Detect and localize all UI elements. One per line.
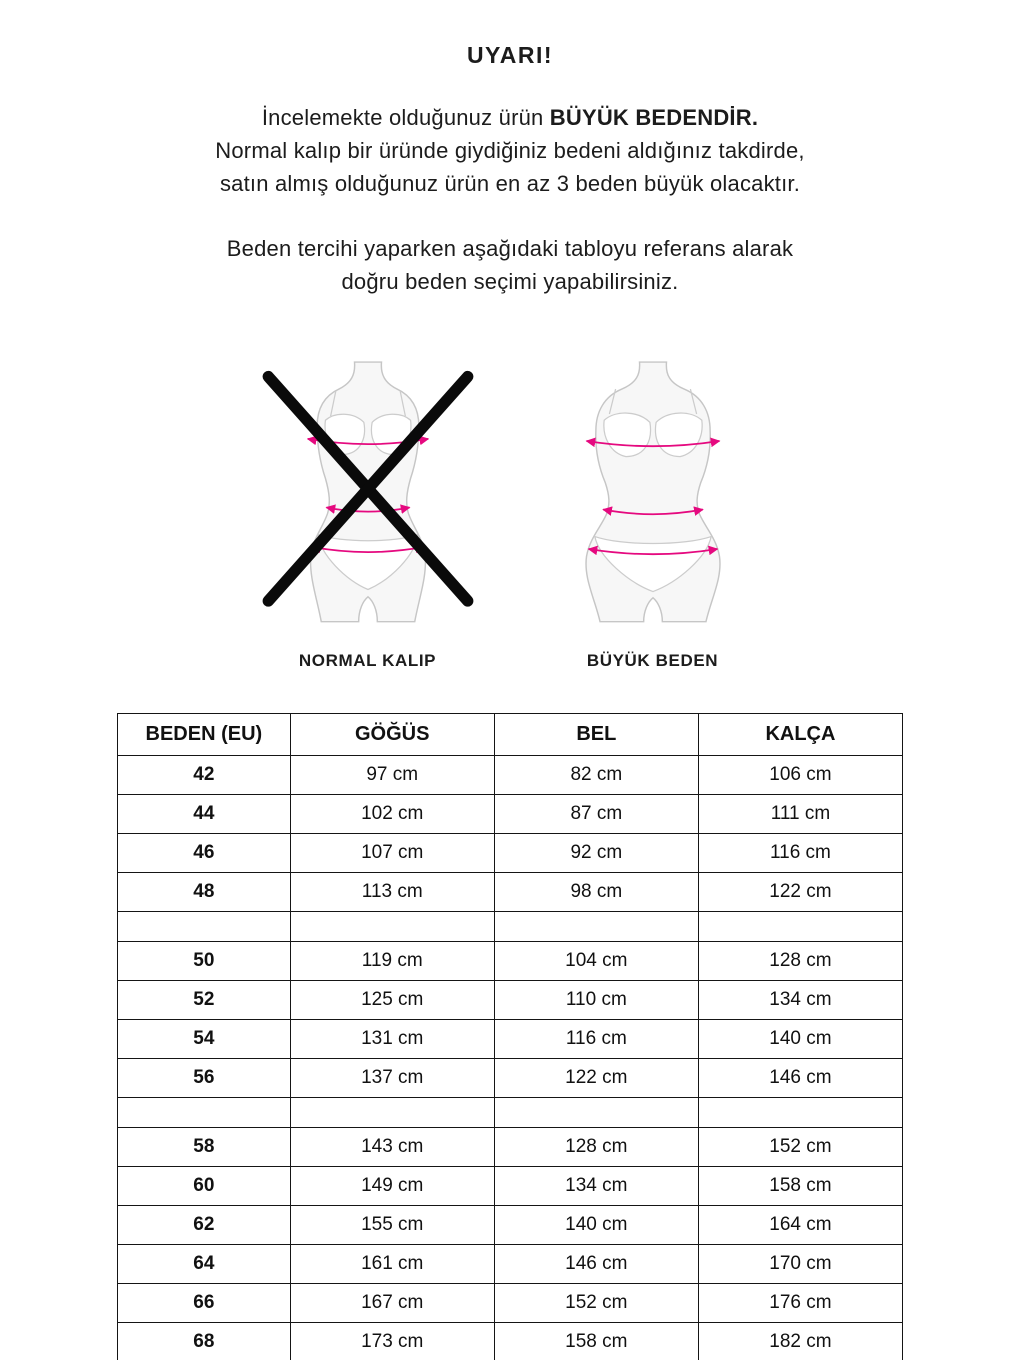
measurement-cell: 137 cm (290, 1059, 494, 1098)
spacer-row (118, 912, 903, 942)
plus-size-figure (535, 360, 771, 630)
measurement-cell: 149 cm (290, 1167, 494, 1206)
size-cell: 68 (118, 1323, 291, 1360)
measurement-cell: 116 cm (698, 834, 902, 873)
size-table (117, 713, 903, 1360)
measurement-cell: 155 cm (290, 1206, 494, 1245)
warning-paragraph (0, 101, 1020, 200)
column-header: BEDEN (EU) (118, 714, 291, 756)
table-row (118, 1020, 903, 1059)
measurement-cell (290, 1098, 494, 1128)
plus-size-block (533, 360, 773, 671)
measurement-cell: 113 cm (290, 873, 494, 912)
measurement-cell: 173 cm (290, 1323, 494, 1360)
measurement-cell: 167 cm (290, 1284, 494, 1323)
table-row (118, 1167, 903, 1206)
measurement-cell: 152 cm (698, 1128, 902, 1167)
table-row (118, 1245, 903, 1284)
measurement-cell: 87 cm (494, 795, 698, 834)
instruction-line-2: doğru beden seçimi yapabilirsiniz. (341, 269, 679, 294)
table-row (118, 1059, 903, 1098)
measurement-cell: 161 cm (290, 1245, 494, 1284)
measurement-cell: 92 cm (494, 834, 698, 873)
size-cell: 42 (118, 756, 291, 795)
table-row (118, 1206, 903, 1245)
measurement-cell: 110 cm (494, 981, 698, 1020)
size-cell: 50 (118, 942, 291, 981)
table-row (118, 981, 903, 1020)
measurement-cell: 102 cm (290, 795, 494, 834)
measurement-cell: 131 cm (290, 1020, 494, 1059)
size-cell: 52 (118, 981, 291, 1020)
measurement-cell: 170 cm (698, 1245, 902, 1284)
instruction-paragraph (0, 232, 1020, 298)
measurement-cell: 119 cm (290, 942, 494, 981)
size-cell: 66 (118, 1284, 291, 1323)
measurement-cell: 98 cm (494, 873, 698, 912)
measurement-cell: 104 cm (494, 942, 698, 981)
table-row (118, 942, 903, 981)
measurement-cell: 122 cm (698, 873, 902, 912)
size-cell: 56 (118, 1059, 291, 1098)
warning-title: UYARI! (466, 42, 554, 68)
size-cell: 60 (118, 1167, 291, 1206)
size-cell: 48 (118, 873, 291, 912)
measurement-cell (494, 1098, 698, 1128)
size-table-header-row (118, 714, 903, 756)
measurement-cell: 146 cm (698, 1059, 902, 1098)
normal-fit-label: NORMAL KALIP (298, 651, 437, 670)
measurement-cell: 158 cm (494, 1323, 698, 1360)
table-row (118, 1323, 903, 1360)
measurement-cell: 182 cm (698, 1323, 902, 1360)
size-cell: 64 (118, 1245, 291, 1284)
spacer-row (118, 1098, 903, 1128)
table-row (118, 873, 903, 912)
measurement-cell: 111 cm (698, 795, 902, 834)
measurement-cell: 140 cm (698, 1020, 902, 1059)
warning-line-1: İncelemekte olduğunuz ürün BÜYÜK BEDENDİR. (261, 105, 759, 130)
warning-line-3: satın almış olduğunuz ürün en az 3 beden büyük olacaktır. (219, 171, 801, 196)
measurement-cell: 125 cm (290, 981, 494, 1020)
plus-size-label: BÜYÜK BEDEN (586, 651, 719, 670)
measurement-cell: 107 cm (290, 834, 494, 873)
column-header: GÖĞÜS (290, 714, 494, 756)
measurement-cell: 158 cm (698, 1167, 902, 1206)
instruction-line-1: Beden tercihi yaparken aşağıdaki tabloyu referans alarak (226, 236, 794, 261)
measurement-cell: 116 cm (494, 1020, 698, 1059)
measurement-cell: 152 cm (494, 1284, 698, 1323)
size-cell: 46 (118, 834, 291, 873)
measurement-cell: 122 cm (494, 1059, 698, 1098)
column-header: BEL (494, 714, 698, 756)
measurement-cell: 146 cm (494, 1245, 698, 1284)
measurement-cell: 140 cm (494, 1206, 698, 1245)
size-cell: 54 (118, 1020, 291, 1059)
warning-line-2: Normal kalıp bir üründe giydiğiniz bedeni aldığınız takdirde, (215, 138, 805, 163)
measurement-cell: 164 cm (698, 1206, 902, 1245)
measurement-cell: 82 cm (494, 756, 698, 795)
measurement-cell: 128 cm (494, 1128, 698, 1167)
size-cell (118, 912, 291, 942)
measurement-cell: 128 cm (698, 942, 902, 981)
measurement-cell (290, 912, 494, 942)
size-cell (118, 1098, 291, 1128)
measurement-cell: 134 cm (698, 981, 902, 1020)
measurement-cell: 134 cm (494, 1167, 698, 1206)
table-row (118, 1284, 903, 1323)
table-row (118, 1128, 903, 1167)
measurement-cell: 106 cm (698, 756, 902, 795)
normal-fit-figure (250, 360, 486, 630)
measurement-cell (698, 912, 902, 942)
measurement-cell: 143 cm (290, 1128, 494, 1167)
size-cell: 44 (118, 795, 291, 834)
column-header: KALÇA (698, 714, 902, 756)
measurement-cell (698, 1098, 902, 1128)
measurement-cell: 176 cm (698, 1284, 902, 1323)
size-cell: 58 (118, 1128, 291, 1167)
figure-comparison (0, 360, 1020, 671)
table-row (118, 834, 903, 873)
normal-fit-block (248, 360, 488, 671)
size-cell: 62 (118, 1206, 291, 1245)
table-row (118, 795, 903, 834)
measurement-cell: 97 cm (290, 756, 494, 795)
measurement-cell (494, 912, 698, 942)
table-row (118, 756, 903, 795)
